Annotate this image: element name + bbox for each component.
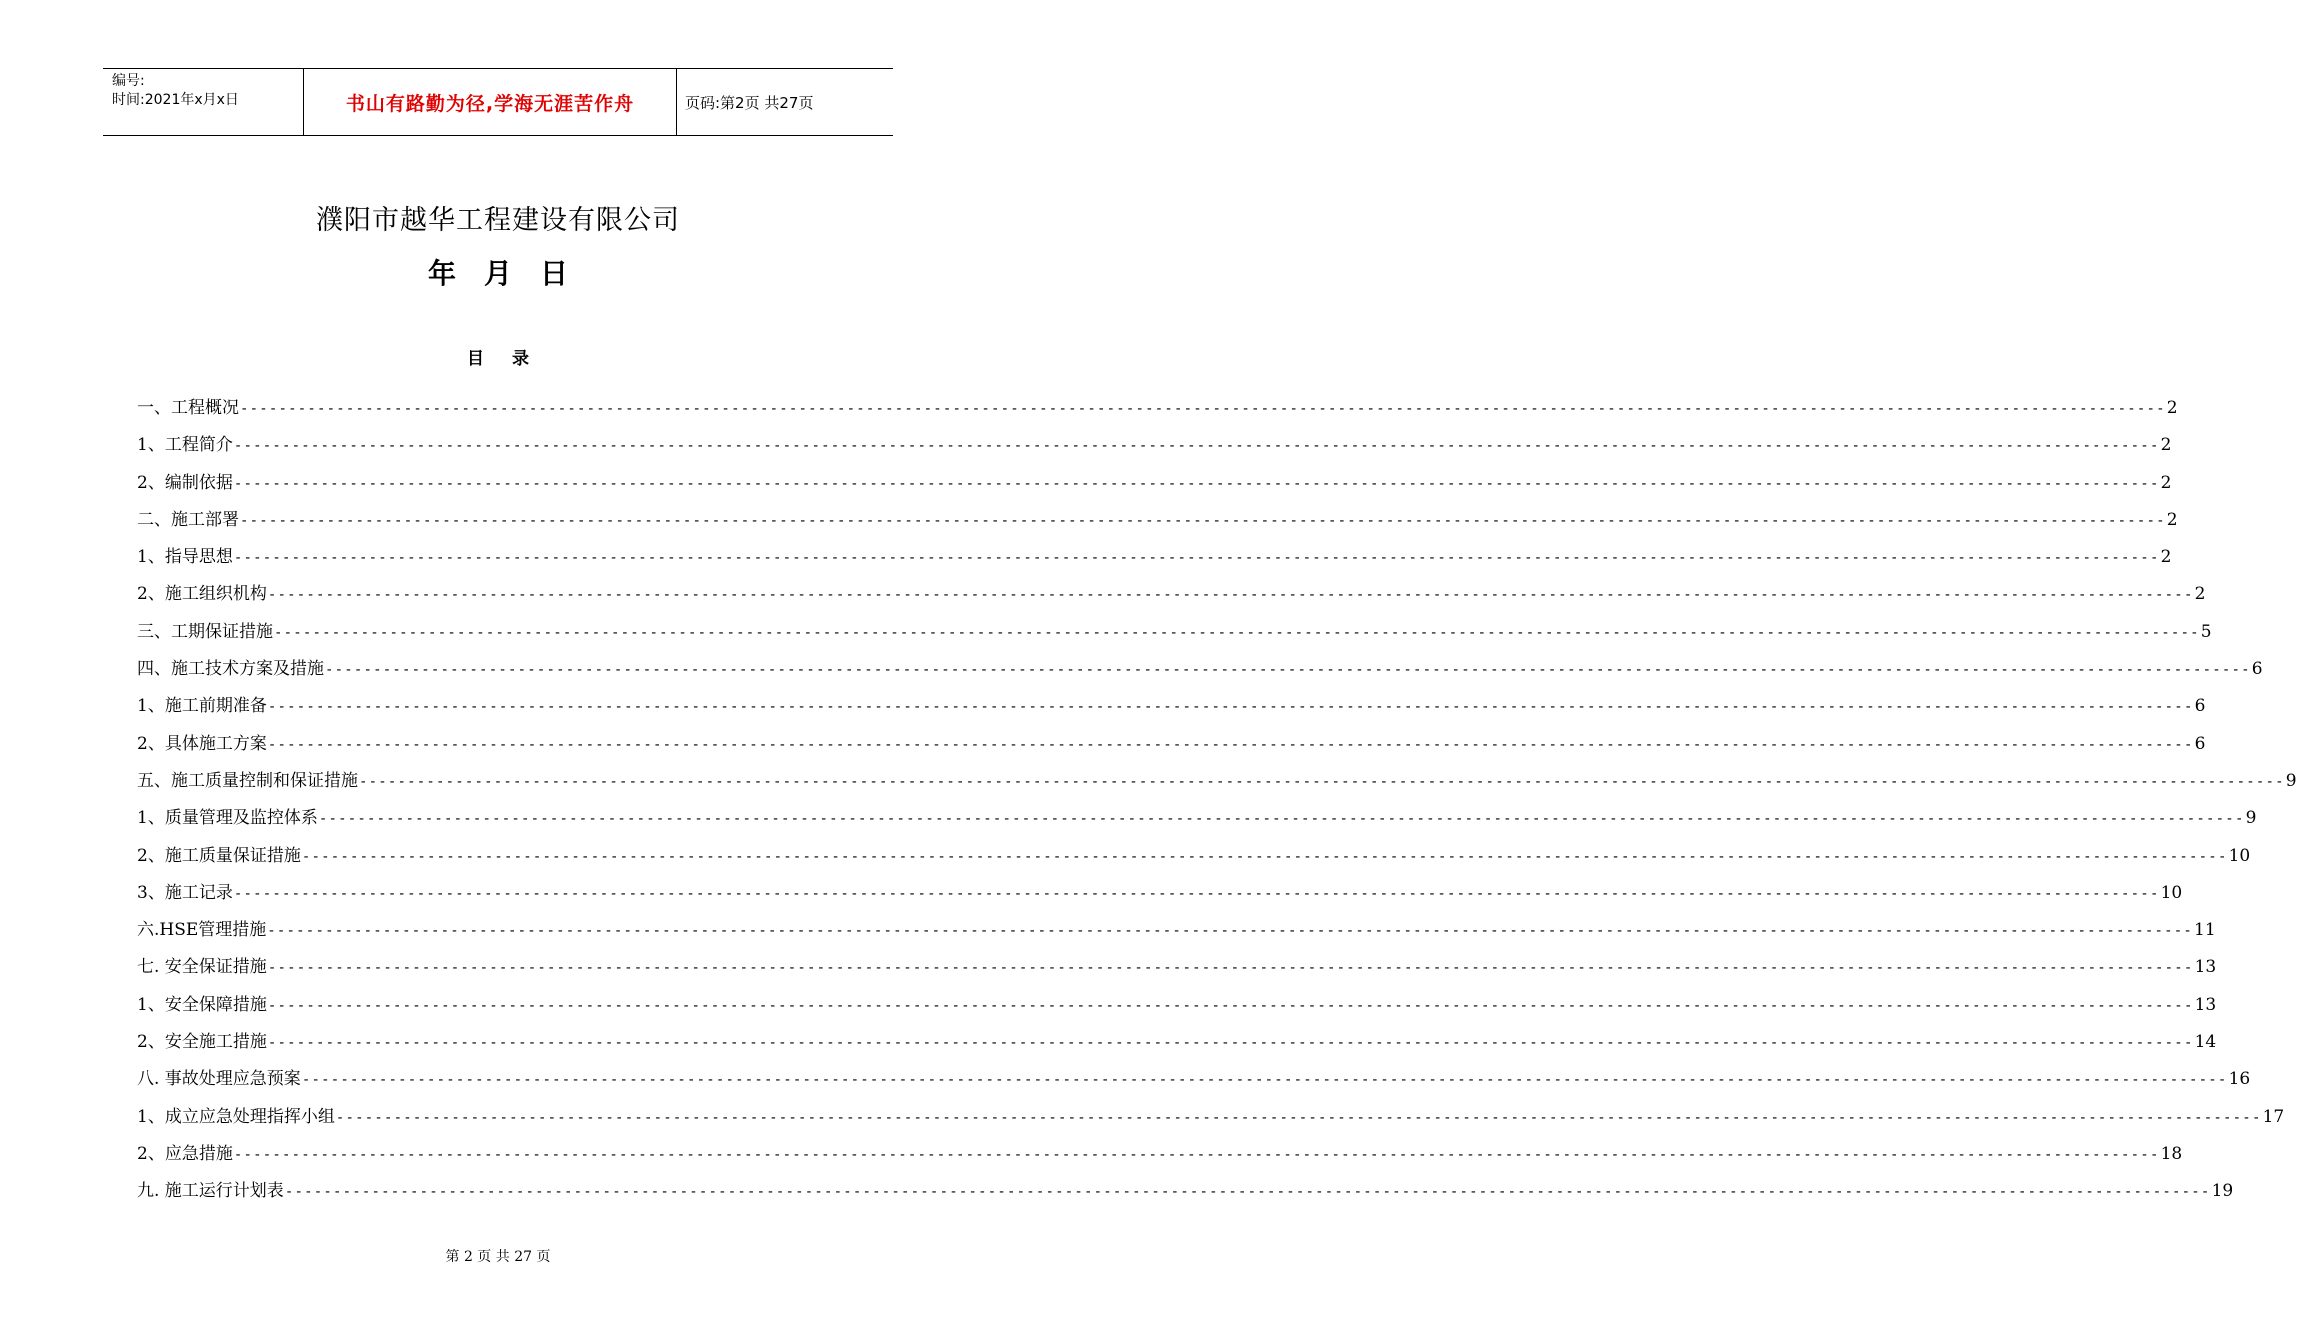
toc-entry-label: 2、编制依据	[137, 472, 233, 493]
toc-leader-dashes: --------------------------------------------------------------------------------------------------------------------------------------------------------------------------------------------------------	[318, 811, 2245, 828]
toc-entry[interactable]	[137, 803, 2257, 840]
toc-entry[interactable]	[137, 841, 2251, 878]
toc-entry-label: 九. 施工运行计划表	[137, 1181, 284, 1202]
toc-entry-label: 1、成立应急处理指挥小组	[137, 1106, 335, 1127]
toc-title-part-2: 录	[512, 349, 529, 369]
toc-entry[interactable]	[137, 1102, 2285, 1139]
toc-entry-label: 三、工期保证措施	[137, 621, 273, 642]
toc-leader-dashes: --------------------------------------------------------------------------------------------------------------------------------------------------------------------------------------------------------	[233, 475, 2160, 492]
toc-leader-dashes: --------------------------------------------------------------------------------------------------------------------------------------------------------------------------------------------------------	[267, 923, 2194, 940]
toc-entry-page: 5	[2200, 621, 2212, 642]
toc-leader-dashes: --------------------------------------------------------------------------------------------------------------------------------------------------------------------------------------------------------	[284, 1184, 2211, 1201]
toc-entry-page: 2	[2160, 472, 2172, 493]
toc-leader-dashes: --------------------------------------------------------------------------------------------------------------------------------------------------------------------------------------------------------	[267, 699, 2194, 716]
date-month: 月	[483, 257, 512, 290]
toc-title	[0, 344, 996, 369]
page-footer: 第 2 页 共 27 页	[445, 1249, 551, 1265]
toc-title-part-1: 目	[467, 349, 484, 369]
toc-leader-dashes: --------------------------------------------------------------------------------------------------------------------------------------------------------------------------------------------------------	[233, 1146, 2160, 1163]
toc-entry[interactable]	[137, 915, 2216, 952]
toc-entry[interactable]	[137, 542, 2172, 579]
toc-entry[interactable]	[137, 1064, 2251, 1101]
toc-leader-dashes: --------------------------------------------------------------------------------------------------------------------------------------------------------------------------------------------------------	[267, 960, 2194, 977]
toc-entry-label: 1、工程简介	[137, 435, 233, 456]
toc-entry-page: 6	[2194, 733, 2206, 754]
toc-leader-dashes: --------------------------------------------------------------------------------------------------------------------------------------------------------------------------------------------------------	[335, 1109, 2262, 1126]
toc-leader-dashes: --------------------------------------------------------------------------------------------------------------------------------------------------------------------------------------------------------	[240, 512, 2166, 529]
toc-entry-page: 2	[2160, 435, 2172, 456]
toc-entry[interactable]	[137, 654, 2263, 691]
toc-entry-page: 13	[2194, 994, 2217, 1015]
toc-leader-dashes: --------------------------------------------------------------------------------------------------------------------------------------------------------------------------------------------------------	[267, 1035, 2194, 1052]
toc-entry-label: 1、安全保障措施	[137, 994, 267, 1015]
toc-entry[interactable]	[137, 952, 2217, 989]
company-name: 濮阳市越华工程建设有限公司	[316, 205, 680, 236]
toc-entry-label: 2、安全施工措施	[137, 1032, 267, 1053]
header-page-info: 页码:第2页 共27页	[685, 93, 814, 112]
toc-leader-dashes: --------------------------------------------------------------------------------------------------------------------------------------------------------------------------------------------------------	[301, 848, 2228, 865]
toc-entry-page: 6	[2251, 659, 2263, 680]
document-number-label: 编号:	[112, 73, 145, 89]
toc-entry-label: 3、施工记录	[137, 882, 233, 903]
date-line	[0, 252, 996, 292]
toc-entry[interactable]	[137, 990, 2217, 1027]
toc-entry[interactable]	[137, 505, 2178, 542]
toc-leader-dashes: --------------------------------------------------------------------------------------------------------------------------------------------------------------------------------------------------------	[267, 997, 2194, 1014]
toc-entry-page: 6	[2194, 696, 2206, 717]
toc-entry-label: 1、施工前期准备	[137, 696, 267, 717]
toc-entry-label: 1、质量管理及监控体系	[137, 808, 318, 829]
toc-entry-label: 四、施工技术方案及措施	[137, 659, 324, 680]
toc-entry-page: 16	[2228, 1069, 2251, 1090]
toc-entry-label: 八. 事故处理应急预案	[137, 1069, 301, 1090]
toc-entry-page: 2	[2166, 398, 2178, 418]
toc-entry-label: 五、施工质量控制和保证措施	[137, 770, 358, 791]
toc-entry-page: 2	[2160, 547, 2172, 568]
date-day: 日	[540, 257, 569, 290]
toc-entry[interactable]	[137, 691, 2206, 728]
toc-entry-label: 六.HSE管理措施	[137, 920, 267, 941]
toc-leader-dashes: --------------------------------------------------------------------------------------------------------------------------------------------------------------------------------------------------------	[267, 587, 2194, 604]
toc-entry-label: 二、施工部署	[137, 509, 239, 530]
toc-entry-label: 七. 安全保证措施	[137, 957, 267, 978]
toc-leader-dashes: --------------------------------------------------------------------------------------------------------------------------------------------------------------------------------------------------------	[233, 885, 2160, 902]
page-header	[103, 68, 893, 136]
toc-entry-page: 11	[2194, 920, 2216, 941]
toc-entry-label: 2、施工质量保证措施	[137, 845, 301, 866]
toc-leader-dashes: --------------------------------------------------------------------------------------------------------------------------------------------------------------------------------------------------------	[267, 736, 2194, 753]
toc-entry-page: 10	[2228, 845, 2251, 866]
toc-entry-label: 一、工程概况	[137, 398, 239, 418]
toc-entry-page: 2	[2194, 584, 2206, 605]
toc-leader-dashes: --------------------------------------------------------------------------------------------------------------------------------------------------------------------------------------------------------	[274, 624, 2200, 641]
toc-entry[interactable]	[137, 1139, 2183, 1176]
toc-entry-label: 2、施工组织机构	[137, 584, 267, 605]
toc-leader-dashes: --------------------------------------------------------------------------------------------------------------------------------------------------------------------------------------------------------	[301, 1072, 2228, 1089]
toc-entry-page: 2	[2166, 509, 2178, 530]
toc-entry-label: 1、指导思想	[137, 547, 233, 568]
toc-entry[interactable]	[137, 729, 2206, 766]
toc-leader-dashes: --------------------------------------------------------------------------------------------------------------------------------------------------------------------------------------------------------	[233, 438, 2160, 455]
toc-leader-dashes: --------------------------------------------------------------------------------------------------------------------------------------------------------------------------------------------------------	[233, 550, 2160, 567]
toc-entry[interactable]	[137, 393, 2178, 430]
toc-entry-label: 2、具体施工方案	[137, 733, 267, 754]
toc-entry-page: 18	[2160, 1143, 2183, 1164]
date-year: 年	[427, 257, 456, 290]
toc-entry-page: 13	[2194, 957, 2217, 978]
toc-leader-dashes: --------------------------------------------------------------------------------------------------------------------------------------------------------------------------------------------------------	[325, 662, 2251, 679]
toc-entry-page: 17	[2262, 1106, 2285, 1127]
toc-entry-page: 9	[2245, 808, 2257, 829]
toc-entry[interactable]	[137, 766, 2297, 803]
toc-entry-page: 10	[2160, 882, 2183, 903]
toc-entry[interactable]	[137, 579, 2206, 616]
document-time-label: 时间:2021年x月x日	[112, 92, 239, 108]
table-of-contents	[137, 393, 2297, 1214]
toc-entry[interactable]	[137, 878, 2183, 915]
toc-entry-label: 2、应急措施	[137, 1143, 233, 1164]
toc-entry-page: 14	[2194, 1032, 2217, 1053]
toc-entry-page: 19	[2211, 1181, 2234, 1202]
toc-entry[interactable]	[137, 617, 2212, 654]
toc-leader-dashes: --------------------------------------------------------------------------------------------------------------------------------------------------------------------------------------------------------	[359, 773, 2285, 790]
header-meta	[103, 69, 304, 135]
header-motto: 书山有路勤为径,学海无涯苦作舟	[304, 69, 677, 135]
toc-entry-page: 9	[2285, 770, 2297, 791]
toc-entry[interactable]	[137, 468, 2172, 505]
toc-entry[interactable]	[137, 1176, 2234, 1213]
toc-entry[interactable]	[137, 430, 2172, 467]
toc-leader-dashes: --------------------------------------------------------------------------------------------------------------------------------------------------------------------------------------------------------	[240, 401, 2166, 417]
toc-entry[interactable]	[137, 1027, 2217, 1064]
